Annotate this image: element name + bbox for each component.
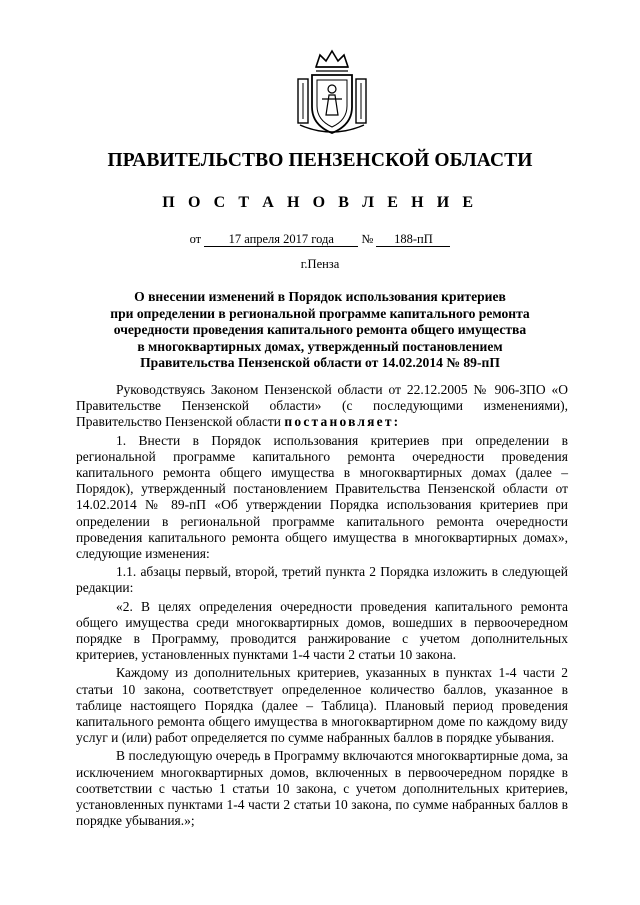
paragraph-1-1: 1.1. абзацы первый, второй, третий пункта 2 Порядка изложить в следующей редакции: [76,564,568,596]
intro-paragraph [76,382,568,431]
decree-word: постановляет: [284,414,401,430]
document-type: П О С Т А Н О В Л Е Н И Е [162,194,478,211]
page-title: ПРАВИТЕЛЬСТВО ПЕНЗЕНСКОЙ ОБЛАСТИ [107,150,533,171]
city-name: г.Пенза [300,257,340,271]
date-number-line [0,232,640,247]
intro-text: Руководствуясь Законом Пензенской области от 22.12.2005 № 906-ЗПО «О Правительстве Пензенской области» (с последующими изменениями), Правительство Пензенской области [76,382,568,430]
document-date: 17 апреля 2017 года [204,232,358,247]
document-body [76,382,568,831]
number-sign: № [361,232,374,246]
subject-line: в многоквартирных домах, утвержденный постановлением [137,338,503,354]
quoted-paragraph-1: «2. В целях определения очередности проведения капитального ремонта общего имущества среди многоквартирных домов, вошедших в первоочередном порядке в Программу, проводится ранжирование с учетом дополнительных критериев, установленных пунктами 1-4 части 2 статьи 10 закона. [76,598,568,663]
document-number: 188-пП [376,232,450,247]
document-subject [90,289,550,372]
subject-line: при определении в региональной программе капитального ремонта [110,305,530,321]
subject-line: Правительства Пензенской области от 14.02.2014 № 89-пП [140,355,500,371]
quoted-paragraph-3: В последующую очередь в Программу включаются многоквартирные дома, за исключением многоквартирных домов, включенных в первоочередном порядке в соответствии с частью 1 статьи 10 закона, с учетом дополнительных критериев, установленных пунктами 1-4 части 2 статьи 10 закона, по сумме набранных баллов в порядке убывания.»; [76,748,568,829]
quoted-paragraph-2: Каждому из дополнительных критериев, указанных в пунктах 1-4 части 2 статьи 10 закона, соответствует определенное количество баллов, указанное в таблице настоящего Порядка (далее – Таблица). Плановый период проведения капитального ремонта общего имущества в многоквартирном доме по каждому виду услуг и (или) работ определяется по сумме набранных баллов в порядке убывания. [76,665,568,746]
paragraph-1: 1. Внести в Порядок использования критериев при определении в региональной программе капитального ремонта очередности проведения капитального ремонта общего имущества в многоквартирных домах (далее – Порядок), утвержденный постановлением Правительства Пензенской области от 14.02.2014 № 89-пП «Об утверждении Порядка использования критериев при определении в региональной программе капитального ремонта очередности проведения капитального ремонта общего имущества в многоквартирных домах», следующие изменения: [76,432,568,562]
subject-line: очередности проведения капитального ремонта общего имущества [113,322,527,338]
subject-line: О внесении изменений в Порядок использования критериев [134,289,506,304]
coat-of-arms-icon [296,49,368,135]
date-prefix: от [189,232,202,246]
